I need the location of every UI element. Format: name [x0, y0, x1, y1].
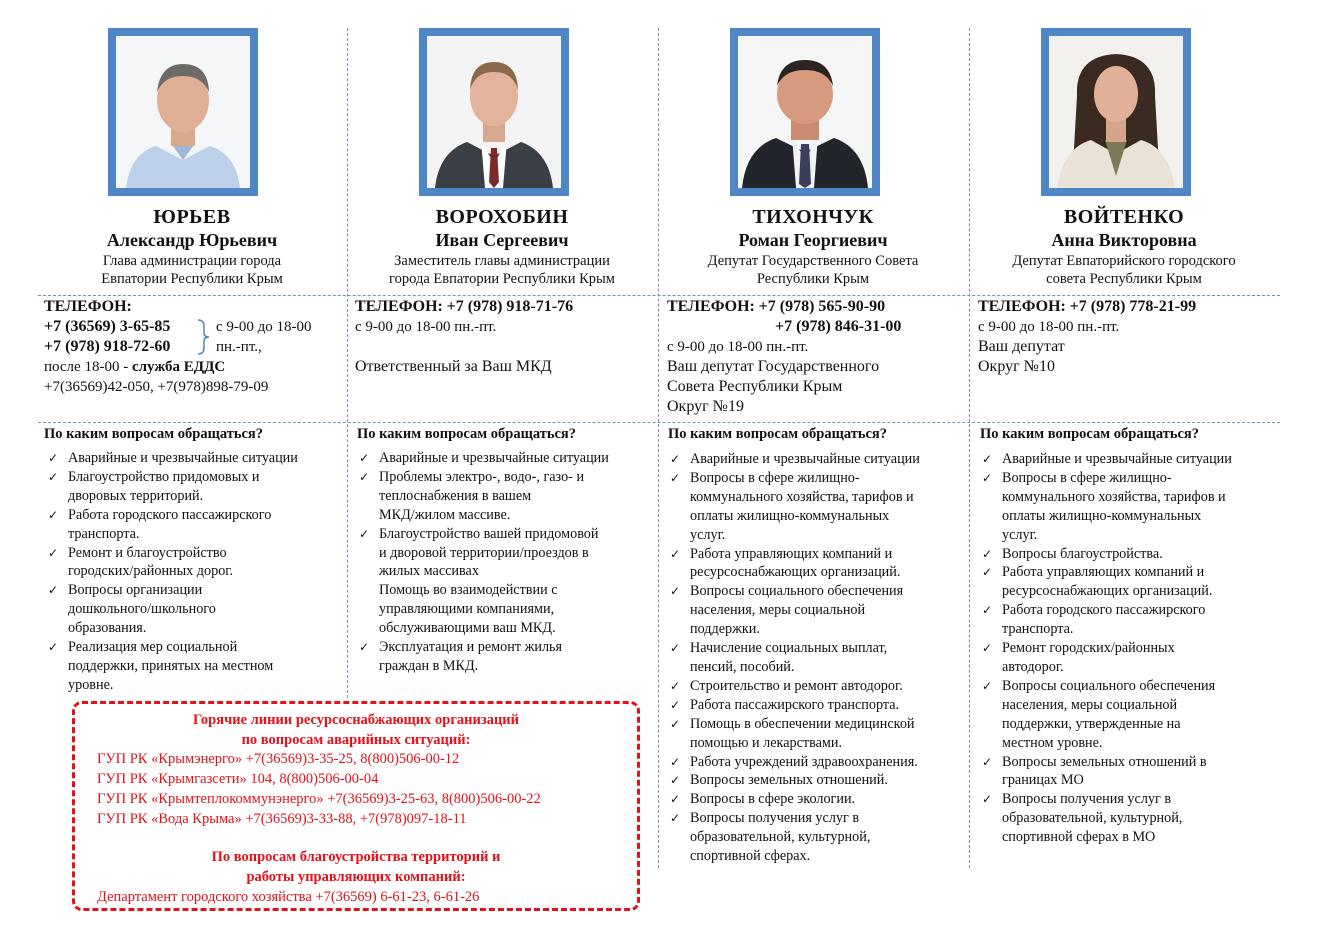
- official-surname: ВОРОХОБИН: [435, 206, 569, 228]
- department-contact[interactable]: Департамент городского хозяйства +7(36569) 6-61-23, 6-61-26: [97, 888, 480, 905]
- question-item-continued: поддержки, принятых на местном: [68, 657, 274, 674]
- question-item: ✓ Работа пассажирского транспорта.: [668, 696, 968, 715]
- phone-number[interactable]: +7 (978) 778-21-99: [1069, 298, 1197, 315]
- official-fullname: Роман Георгиевич: [738, 230, 888, 250]
- column-divider: [347, 28, 348, 698]
- phone-label: ТЕЛЕФОН:: [44, 298, 132, 315]
- official-name-block: [42, 206, 342, 288]
- official-position: города Евпатории Республики Крым: [389, 271, 615, 287]
- question-item-continued: границах МО: [1002, 772, 1084, 789]
- question-item-continued: оплаты жилищно-коммунальных: [690, 507, 890, 524]
- question-item-continued: дошкольного/школьного: [68, 601, 216, 618]
- hotline-row[interactable]: ГУП РК «Крымгазсети» 104, 8(800)506-00-04: [97, 771, 379, 788]
- official-position: Депутат Евпаторийского городского: [1012, 253, 1236, 269]
- question-item: ✓ Вопросы в сфере жилищно-: [980, 469, 1280, 488]
- official-fullname: Иван Сергеевич: [435, 230, 569, 250]
- phone-number[interactable]: +7 (978) 565-90-90: [758, 298, 886, 315]
- contact-block: [667, 297, 967, 417]
- working-hours: с 9-00 до 18-00 пн.-пт.: [355, 319, 497, 335]
- question-item: ✓ Работа управляющих компаний и: [980, 563, 1280, 582]
- official-name-block: [663, 206, 963, 288]
- questions-list: [668, 450, 968, 866]
- question-item: ✓ Аварийные и чрезвычайные ситуации: [980, 450, 1280, 469]
- question-item-continued: оплаты жилищно-коммунальных: [1002, 507, 1202, 524]
- phone-label: ТЕЛЕФОН:: [355, 298, 443, 315]
- question-item-continued: коммунального хозяйства, тарифов и: [690, 488, 914, 505]
- question-item-continued: населения, меры социальной: [1002, 696, 1178, 713]
- portrait-woman: [1049, 36, 1183, 188]
- question-item-continued: поддержки.: [690, 621, 760, 638]
- row-divider: [38, 422, 1280, 423]
- hotline-row[interactable]: ГУП РК «Крымэнерго» +7(36569)3-35-25, 8(800)506-00-12: [97, 751, 460, 768]
- portrait-man-shirt: [116, 36, 250, 188]
- official-photo: [730, 28, 880, 196]
- question-item: ✓ Строительство и ремонт автодорог.: [668, 677, 968, 696]
- question-item: ✓ Вопросы благоустройства.: [980, 545, 1280, 564]
- question-item: ✓ Ремонт и благоустройство: [46, 544, 346, 563]
- phone-number[interactable]: +7 (36569) 3-65-85: [44, 318, 171, 335]
- official-surname: ЮРЬЕВ: [153, 206, 231, 228]
- questions-list: [980, 450, 1280, 847]
- questions-heading: По каким вопросам обращаться?: [44, 426, 264, 442]
- question-item-continued: услуг.: [1002, 526, 1038, 543]
- official-position: Евпатории Республики Крым: [101, 271, 283, 287]
- question-item: ✓ Благоустройство вашей придомовой: [357, 525, 657, 544]
- responsibility-note: Ответственный за Ваш МКД: [355, 358, 552, 375]
- row-divider: [38, 295, 1280, 296]
- question-item-continued: поддержки, утвержденные на: [1002, 715, 1181, 732]
- hotlines-title: по вопросам аварийных ситуаций:: [241, 731, 471, 748]
- hotlines-box: [72, 701, 640, 911]
- question-item-continued: ресурсоснабжающих организаций.: [690, 564, 901, 581]
- question-item: ✓ Благоустройство придомовых и: [46, 468, 346, 487]
- phone-label: ТЕЛЕФОН:: [667, 298, 755, 315]
- question-item-continued: городских/районных дорог.: [68, 563, 234, 580]
- deputy-note: Ваш депутат: [978, 338, 1065, 355]
- question-item-continued: образовательной, культурной,: [690, 829, 871, 846]
- column-divider: [969, 28, 970, 868]
- question-item-continued: теплоснабжения в вашем: [379, 487, 532, 504]
- questions-heading: По каким вопросам обращаться?: [357, 426, 577, 442]
- working-hours: с 9-00 до 18-00 пн.-пт.: [667, 339, 809, 355]
- question-item-continued: жилых массивах: [379, 563, 479, 580]
- questions-list: [357, 449, 657, 676]
- questions-heading: По каким вопросам обращаться?: [668, 426, 888, 442]
- question-item-continued: ресурсоснабжающих организаций.: [1002, 583, 1213, 600]
- question-item-continued: пенсий, пособий.: [690, 658, 795, 675]
- working-hours: пн.-пт.,: [216, 339, 262, 355]
- district-number: Округ №10: [978, 358, 1055, 375]
- working-hours: с 9-00 до 18-00 пн.-пт.: [978, 319, 1120, 335]
- question-item-continued: управляющими компаниями,: [379, 601, 555, 618]
- question-item: ✓ Вопросы земельных отношений.: [668, 771, 968, 790]
- phone-number[interactable]: +7 (978) 918-71-76: [446, 298, 574, 315]
- question-item-continued: спортивной сферах в МО: [1002, 829, 1156, 846]
- questions-list: [46, 449, 346, 695]
- question-item-continued: транспорта.: [68, 525, 140, 542]
- question-item-continued: коммунального хозяйства, тарифов и: [1002, 488, 1226, 505]
- question-item-continued: автодорог.: [1002, 658, 1064, 675]
- question-item: ✓ Аварийные и чрезвычайные ситуации: [46, 449, 346, 468]
- official-name-block: [974, 206, 1274, 288]
- official-name-block: [352, 206, 652, 288]
- official-fullname: Александр Юрьевич: [106, 230, 278, 250]
- question-item: ✓ Работа управляющих компаний и: [668, 545, 968, 564]
- question-item-continued: обслуживающими ваш МКД.: [379, 620, 556, 637]
- hotline-row[interactable]: ГУП РК «Крымтеплокоммунэнерго» +7(36569)3-25-63, 8(800)506-00-22: [97, 790, 541, 807]
- official-surname: ТИХОНЧУК: [752, 206, 874, 228]
- official-position: Депутат Государственного Совета: [707, 253, 919, 269]
- question-item: ✓ Начисление социальных выплат,: [668, 639, 968, 658]
- official-position: Республики Крым: [756, 271, 870, 287]
- question-item-continued: граждан в МКД.: [379, 657, 479, 674]
- question-item-continued: и дворовой территории/проездов в: [379, 544, 589, 561]
- phone-number[interactable]: +7 (978) 918-72-60: [44, 338, 171, 355]
- phone-number[interactable]: +7 (978) 846-31-00: [775, 318, 902, 335]
- official-photo: [108, 28, 258, 196]
- question-item-continued: транспорта.: [1002, 621, 1074, 638]
- official-photo: [1041, 28, 1191, 196]
- brace-icon: [196, 318, 212, 356]
- question-item-continued: услуг.: [690, 526, 726, 543]
- question-item: ✓ Аварийные и чрезвычайные ситуации: [357, 449, 657, 468]
- column-divider: [658, 28, 659, 868]
- official-photo: [419, 28, 569, 196]
- edds-phones[interactable]: +7(36569)42-050, +7(978)898-79-09: [44, 379, 269, 395]
- question-item: ✓ Ремонт городских/районных: [980, 639, 1280, 658]
- deputy-note: Совета Республики Крым: [667, 378, 843, 395]
- district-number: Округ №19: [667, 398, 744, 415]
- question-item: ✓ Вопросы земельных отношений в: [980, 753, 1280, 772]
- official-fullname: Анна Викторовна: [1051, 230, 1197, 250]
- question-item: ✓ Вопросы организации: [46, 581, 346, 600]
- question-item: ✓ Вопросы в сфере жилищно-: [668, 469, 968, 488]
- question-item: ✓ Помощь в обеспечении медицинской: [668, 715, 968, 734]
- question-item-continued: помощью и лекарствами.: [690, 734, 843, 751]
- hotlines-title: Горячие линии ресурсоснабжающих организаций: [192, 712, 520, 728]
- official-position: совета Республики Крым: [1046, 271, 1202, 287]
- contact-block: [355, 297, 655, 377]
- contact-block: [978, 297, 1278, 377]
- phone-label: ТЕЛЕФОН:: [978, 298, 1066, 315]
- edds-service: служба ЕДДС: [131, 359, 226, 375]
- improvement-title: работы управляющих компаний:: [246, 868, 466, 885]
- question-item-continued: населения, меры социальной: [690, 602, 866, 619]
- question-item: ✓ Проблемы электро-, водо-, газо- и: [357, 468, 657, 487]
- question-item: ✓ Вопросы в сфере экологии.: [668, 790, 968, 809]
- question-item: ✓ Работа городского пассажирского: [980, 601, 1280, 620]
- question-item: ✓ Вопросы социального обеспечения: [980, 677, 1280, 696]
- question-item: ✓ Эксплуатация и ремонт жилья: [357, 638, 657, 657]
- question-item: ✓ Аварийные и чрезвычайные ситуации: [668, 450, 968, 469]
- question-item: ✓ Реализация мер социальной: [46, 638, 346, 657]
- question-item: ✓ Вопросы социального обеспечения: [668, 582, 968, 601]
- question-item: ✓ Вопросы получения услуг в: [980, 790, 1280, 809]
- deputy-note: Ваш депутат Государственного: [667, 358, 880, 375]
- portrait-man-suit: [738, 36, 872, 188]
- question-item-continued: образовательной, культурной,: [1002, 810, 1183, 827]
- official-position: Заместитель главы администрации: [394, 253, 610, 269]
- question-item: ✓ Работа городского пассажирского: [46, 506, 346, 525]
- question-item-continued: Помощь во взаимодействии с: [379, 582, 558, 599]
- question-item-continued: спортивной сферах.: [690, 848, 811, 865]
- improvement-title: По вопросам благоустройства территорий и: [211, 849, 501, 866]
- official-surname: ВОЙТЕНКО: [1063, 206, 1185, 228]
- portrait-man-suit: [427, 36, 561, 188]
- question-item-continued: местном уровне.: [1002, 734, 1103, 751]
- working-hours: с 9-00 до 18-00: [216, 319, 312, 335]
- question-item-continued: образования.: [68, 620, 147, 637]
- question-item-continued: дворовых территорий.: [68, 487, 204, 504]
- contact-block: [44, 297, 344, 397]
- question-item-continued: уровне.: [68, 676, 114, 693]
- hotline-row[interactable]: ГУП РК «Вода Крыма» +7(36569)3-33-88, +7(978)097-18-11: [97, 810, 467, 827]
- official-position: Глава администрации города: [102, 253, 282, 269]
- question-item: ✓ Вопросы получения услуг в: [668, 809, 968, 828]
- question-item-continued: МКД/жилом массиве.: [379, 506, 511, 523]
- questions-heading: По каким вопросам обращаться?: [980, 426, 1200, 442]
- after-hours: после 18-00 - служба ЕДДС: [44, 359, 226, 375]
- question-item: ✓ Работа учреждений здравоохранения.: [668, 753, 968, 772]
